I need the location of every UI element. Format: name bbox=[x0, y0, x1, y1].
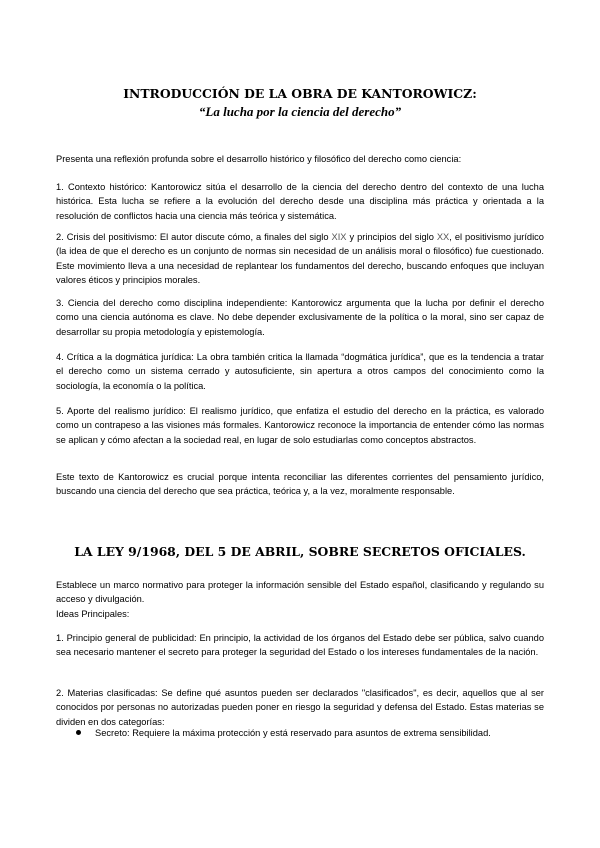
section1-subtitle: “La lucha por la ciencia del derecho” bbox=[198, 104, 402, 119]
section1-point-2-text-c: , el positivismo jurídico (la idea de que el derecho es un conjunto de normas sin necesidad de un análisis moral o filosófico) fue cuestionado. Este movimiento lleva a una necesidad de replantear los fundamentos del derecho, buscando enfoques que incluyan valores éticos y principios morales. bbox=[56, 232, 544, 285]
section2-title: LA LEY 9/1968, DEL 5 DE ABRIL, SOBRE SECRETOS OFICIALES. bbox=[74, 544, 526, 559]
section1-point-5: 5. Aporte del realismo jurídico: El realismo jurídico, que enfatiza el estudio del derecho en la práctica, es valorado como un contrapeso a las visiones más formales. Kantorowicz reconoce la importancia de entender cómo las normas se aplican y cómo afectan a la sociedad real, en lugar de solo estudiarlas como conceptos abstractos. bbox=[56, 406, 544, 445]
section2-point-1: 1. Principio general de publicidad: En principio, la actividad de los órganos del Estado debe ser pública, salvo cuando sea necesario mantener el secreto para proteger la seguridad del Estado o los intereses fundamentales de la nación. bbox=[56, 633, 544, 658]
section1-point-2-century-xx: XX bbox=[436, 232, 450, 242]
section1-point-3: 3. Ciencia del derecho como disciplina independiente: Kantorowicz argumenta que la lucha por definir el derecho como una ciencia autónoma es clave. No debe depender exclusivamente de la política o la moral, sino ser capaz de desarrollar su propia metodología y epistemología. bbox=[56, 298, 544, 337]
section2-point-2: 2. Materias clasificadas: Se define qué asuntos pueden ser declarados "clasificados", es decir, aquellos que al ser conocidos por personas no autorizadas pueden poner en riesgo la seguridad y defensa del Estado. Estas materias se dividen en dos categorías: bbox=[56, 688, 544, 727]
section1-title: INTRODUCCIÓN DE LA OBRA DE KANTOROWICZ: bbox=[123, 86, 477, 101]
bullet-item-text: Secreto: Requiere la máxima protección y está reservado para asuntos de extrema sensibilidad. bbox=[95, 728, 491, 738]
section1-intro: Presenta una reflexión profunda sobre el desarrollo histórico y filosófico del derecho como ciencia: bbox=[56, 154, 462, 164]
section2-intro: Establece un marco normativo para proteger la información sensible del Estado español, clasificando y regulando su acceso y divulgación. bbox=[56, 580, 544, 605]
section1-point-4: 4. Crítica a la dogmática jurídica: La obra también critica la llamada “dogmática jurídica”, que es la tendencia a tratar el derecho como un sistema cerrado y autosuficiente, sin apertura a otros campos del conocimiento como la sociología, la economía o la política. bbox=[56, 352, 544, 391]
section1-point-2-century-xix: XIX bbox=[331, 232, 347, 242]
section1-point-2-text-b: y principios del siglo bbox=[346, 232, 437, 242]
section2-ideas-label: Ideas Principales: bbox=[56, 609, 130, 619]
section1-point-1: 1. Contexto histórico: Kantorowicz sitúa el desarrollo de la ciencia del derecho dentro del contexto de una lucha histórica. Esta lucha se refiere a la evolución del derecho desde una disciplina más práctica y orientada a la resolución de conflictos hacia una ciencia más teórica y sistemática. bbox=[56, 182, 544, 221]
bullet-icon bbox=[76, 730, 81, 735]
section1-point-2 bbox=[56, 230, 544, 287]
section1-conclusion: Este texto de Kantorowicz es crucial porque intenta reconciliar las diferentes corrientes del pensamiento jurídico, buscando una ciencia del derecho que sea práctica, teórica y, a la vez, moralmente responsable. bbox=[56, 472, 544, 497]
section1-point-2-text-a: 2. Crisis del positivismo: El autor discute cómo, a finales del siglo bbox=[56, 232, 332, 242]
bullet-item-secreto bbox=[76, 726, 546, 740]
